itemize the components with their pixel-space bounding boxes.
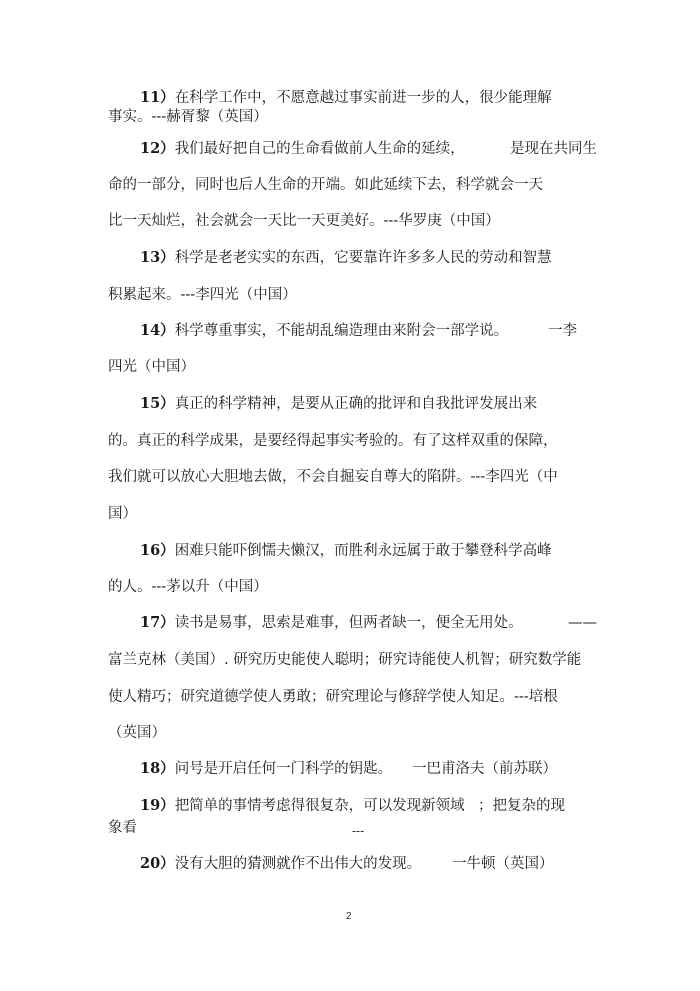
quote-19-line-1-tail: ；把复杂的现 <box>478 798 565 814</box>
quote-12-line-2: 命的一部分，同时也后人生命的开端。如此延续下去，科学就会一天 <box>108 177 543 193</box>
quote-18-line-1: 18）问号是开启任何一门科学的钥匙。 <box>140 760 393 777</box>
quote-15-line-4: 国） <box>108 506 137 522</box>
quote-20-line-1-tail: 一牛顿（英国） <box>452 856 554 872</box>
quote-15-line-1: 15）真正的科学精神，是要从正确的批评和自我批评发展出来 <box>140 395 538 412</box>
quote-14-line-1: 14）科学尊重事实，不能胡乱编造理由来附会一部学说。 <box>140 322 509 339</box>
quote-11-line-2: 事实。---赫胥黎（英国） <box>108 109 268 125</box>
page-number: 2 <box>346 911 352 922</box>
quote-17-line-3: 使人精巧；研究道德学使人勇敢；研究理论与修辞学使人知足。---培根 <box>108 689 558 705</box>
quote-19-line-1: 19）把简单的事情考虑得很复杂，可以发现新领域 <box>140 797 465 814</box>
quote-17-line-4: （英国） <box>108 725 166 741</box>
quote-17-line-1-tail: —— <box>568 615 597 631</box>
quote-19-dashes: --- <box>352 824 365 838</box>
quote-12-line-1: 12）我们最好把自己的生命看做前人生命的延续， <box>140 140 465 157</box>
quote-15-line-3: 我们就可以放心大胆地去做，不会自掘妄自尊大的陷阱。---李四光（中 <box>108 469 558 485</box>
quote-11-line-1: 11）在科学工作中，不愿意越过事实前进一步的人，很少能理解 <box>140 89 552 106</box>
quote-18-line-1-tail: 一巴甫洛夫（前苏联） <box>412 761 557 777</box>
quote-13-line-2: 积累起来。---李四光（中国） <box>108 287 297 303</box>
quote-16-line-2: 的人。---茅以升（中国） <box>108 579 268 595</box>
quote-17-line-2: 富兰克林（美国）. 研究历史能使人聪明；研究诗能使人机智；研究数学能 <box>108 652 582 668</box>
quote-20-line-1: 20）没有大胆的猜测就作不出伟大的发现。 <box>140 855 422 872</box>
quote-14-line-1-tail: 一李 <box>548 323 577 339</box>
quote-12-line-3: 比一天灿烂，社会就会一天比一天更美好。---华罗庚（中国） <box>108 213 500 229</box>
quote-13-line-1: 13）科学是老老实实的东西，它要靠许许多多人民的劳动和智慧 <box>140 249 552 266</box>
quote-17-line-1: 17）读书是易事，思索是难事，但两者缺一，便全无用处。 <box>140 614 523 631</box>
quote-19-line-2: 象看 <box>108 820 137 836</box>
quote-15-line-2: 的。真正的科学成果，是要经得起事实考验的。有了这样双重的保障， <box>108 433 558 449</box>
quote-16-line-1: 16）困难只能吓倒懦夫懒汉，而胜利永远属于敢于攀登科学高峰 <box>140 542 552 559</box>
quote-14-line-2: 四光（中国） <box>108 359 195 375</box>
quote-12-line-1-tail: 是现在共同生 <box>510 141 597 157</box>
